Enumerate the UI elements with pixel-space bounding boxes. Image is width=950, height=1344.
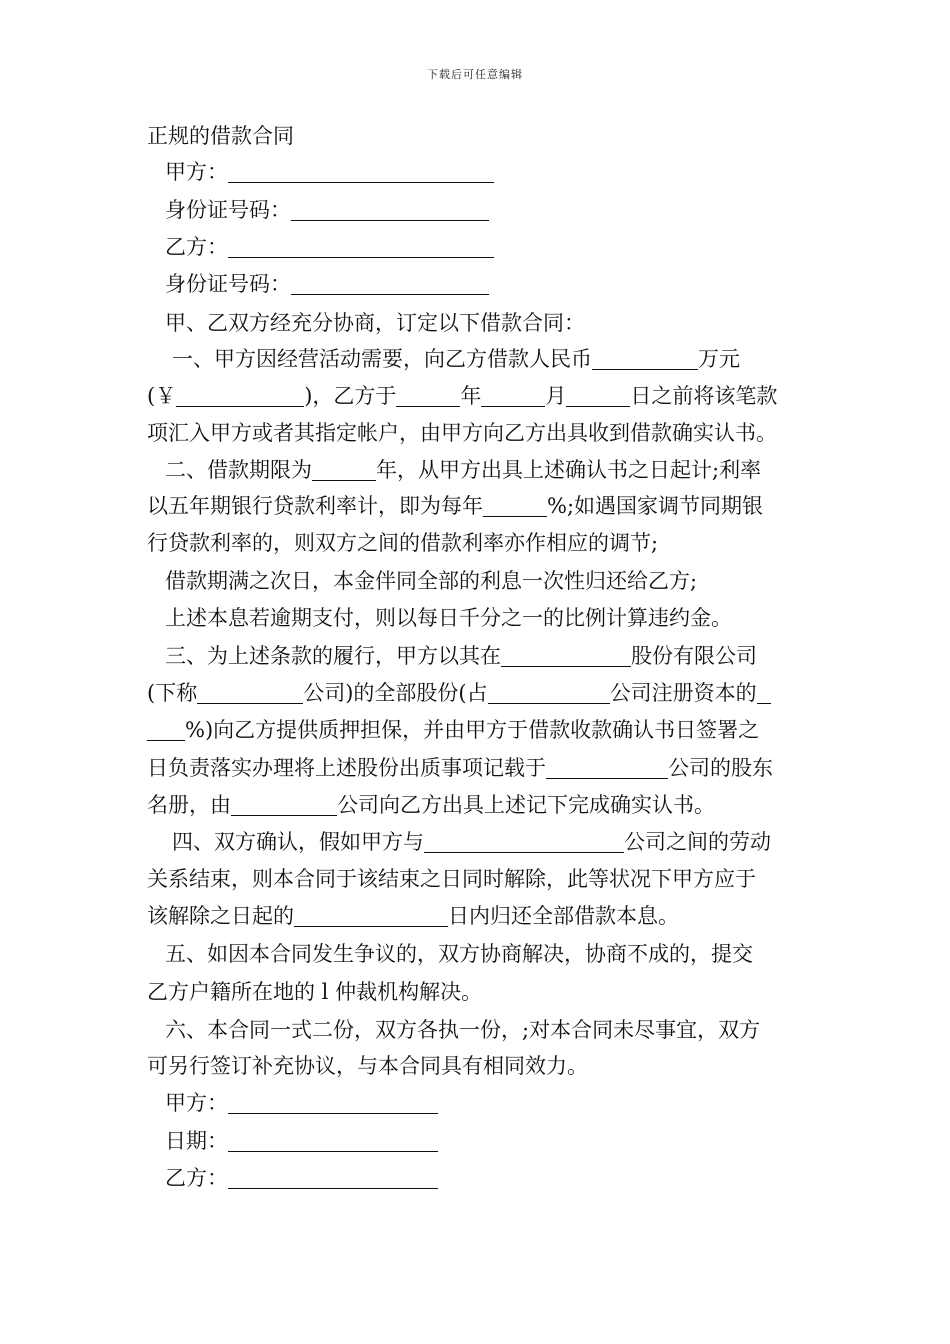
sign-party-b: [165, 1164, 825, 1192]
year-blank: [396, 385, 460, 407]
clause-3-line-5: [147, 791, 807, 819]
clause-1-text-d: )，乙方于: [304, 384, 397, 408]
clause-2-line-1: [165, 456, 825, 484]
clause-3-text-f: %)向乙方提供质押担保，并由甲方于借款收款确认书日签署之: [185, 718, 760, 742]
clause-2-text-d: %;如遇国家调节同期银: [547, 494, 764, 518]
party-a-id-blank: [291, 199, 489, 221]
company-blank: [501, 645, 631, 667]
clause-1-text-c: (￥: [147, 384, 177, 408]
clause-3-line-4: [147, 754, 807, 782]
yuan-blank: [176, 385, 304, 407]
issuer-company-blank: [231, 794, 337, 816]
intro-text: 甲、乙双方经充分协商，订定以下借款合同：: [165, 311, 585, 335]
clause-3-text-j: 公司向乙方出具上述记下完成确实认书。: [337, 793, 715, 817]
clause-4-line-1: [172, 828, 832, 856]
clause-3-text-i: 名册，由: [147, 793, 231, 817]
amount-blank: [592, 348, 698, 370]
days-blank: [294, 905, 448, 927]
clause-2-line-5: 上述本息若逾期支付，则以每日千分之一的比例计算违约金。: [165, 606, 732, 630]
doc-title: 正规的借款合同: [147, 124, 294, 148]
sign-date-blank: [228, 1130, 438, 1152]
clause-3-text-b: 股份有限公司: [631, 644, 757, 668]
clause-6-line-2: 可另行签订补充协议，与本合同具有相同效力。: [147, 1054, 588, 1078]
clause-2-line-2: [147, 492, 807, 520]
sign-party-b-blank: [228, 1167, 438, 1189]
clause-3-line-2: [147, 679, 807, 707]
sign-party-a: [165, 1089, 825, 1117]
clause-3-text-c: (下称: [147, 681, 198, 705]
party-b-blank: [228, 236, 494, 258]
register-company-blank: [546, 757, 668, 779]
alias-blank: [197, 682, 303, 704]
sign-party-b-label: 乙方：: [165, 1166, 228, 1190]
party-b-id-line: [165, 270, 825, 298]
clause-4-line-3: [147, 902, 807, 930]
sign-party-a-label: 甲方：: [165, 1091, 228, 1115]
party-b-id-blank: [291, 273, 489, 295]
clause-5-line-2: 乙方户籍所在地的 l 仲裁机构解决。: [147, 980, 483, 1004]
clause-3-text-a: 三、为上述条款的履行，甲方以其在: [165, 644, 501, 668]
rate-blank: [483, 495, 547, 517]
clause-1-line-3: 项汇入甲方或者其指定帐户，由甲方向乙方出具收到借款确实认书。: [147, 421, 777, 445]
page-header: 下载后可任意编辑: [427, 68, 523, 81]
clause-1-line-1: [172, 345, 832, 373]
clause-4-text-a: 四、双方确认，假如甲方与: [172, 830, 424, 854]
clause-1-text-b: 万元: [698, 347, 740, 371]
clause-1-text-a: 一、甲方因经营活动需要，向乙方借款人民币: [172, 347, 592, 371]
clause-4-text-e: 日内归还全部借款本息。: [448, 904, 679, 928]
party-a-id-label: 身份证号码：: [165, 198, 291, 222]
share-blank: [488, 682, 610, 704]
clause-3-line-1: [165, 642, 825, 670]
party-a-line: [165, 158, 825, 186]
sign-date-label: 日期：: [165, 1129, 228, 1153]
sign-date: [165, 1127, 825, 1155]
term-blank: [312, 459, 376, 481]
clause-3-text-g: 日负责落实办理将上述股份出质事项记载于: [147, 756, 546, 780]
clause-3-text-d: 公司)的全部股份(占: [303, 681, 488, 705]
clause-5-line-1: 五、如因本合同发生争议的，双方协商解决，协商不成的，提交: [165, 942, 753, 966]
clause-4-text-b: 公司之间的劳动: [624, 830, 771, 854]
percent-blank-b: [147, 719, 185, 741]
clause-3-text-h: 公司的股东: [668, 756, 773, 780]
clause-1-text-g: 日之前将该笔款: [630, 384, 778, 408]
party-b-line: [165, 233, 825, 261]
month-blank: [481, 385, 545, 407]
sign-party-a-blank: [228, 1092, 438, 1114]
clause-6-line-1: 六、本合同一式二份，双方各执一份，;对本合同未尽事宜，双方: [165, 1018, 761, 1042]
employer-blank: [424, 831, 624, 853]
clause-4-text-d: 该解除之日起的: [147, 904, 294, 928]
clause-1-line-2: [147, 382, 807, 410]
clause-4-line-2: 关系结束，则本合同于该结束之日同时解除，此等状况下甲方应于: [147, 867, 756, 891]
day-blank: [566, 385, 630, 407]
clause-2-text-a: 二、借款期限为: [165, 458, 312, 482]
party-a-blank: [228, 161, 494, 183]
clause-2-text-c: 以五年期银行贷款利率计，即为每年: [147, 494, 483, 518]
clause-3-line-3: [147, 716, 807, 744]
clause-1-text-f: 月: [545, 384, 567, 408]
clause-2-line-3: 行贷款利率的，则双方之间的借款利率亦作相应的调节;: [147, 531, 659, 555]
party-a-id-line: [165, 196, 825, 224]
clause-3-text-e: 公司注册资本的: [609, 681, 757, 705]
clause-2-text-b: 年，从甲方出具上述确认书之日起计;利率: [376, 458, 762, 482]
clause-1-text-e: 年: [460, 384, 482, 408]
party-b-id-label: 身份证号码：: [165, 272, 291, 296]
percent-blank-a: [757, 682, 771, 704]
clause-2-line-4: 借款期满之次日，本金伴同全部的利息一次性归还给乙方;: [165, 569, 698, 593]
party-b-label: 乙方：: [165, 235, 228, 259]
party-a-label: 甲方：: [165, 160, 228, 184]
